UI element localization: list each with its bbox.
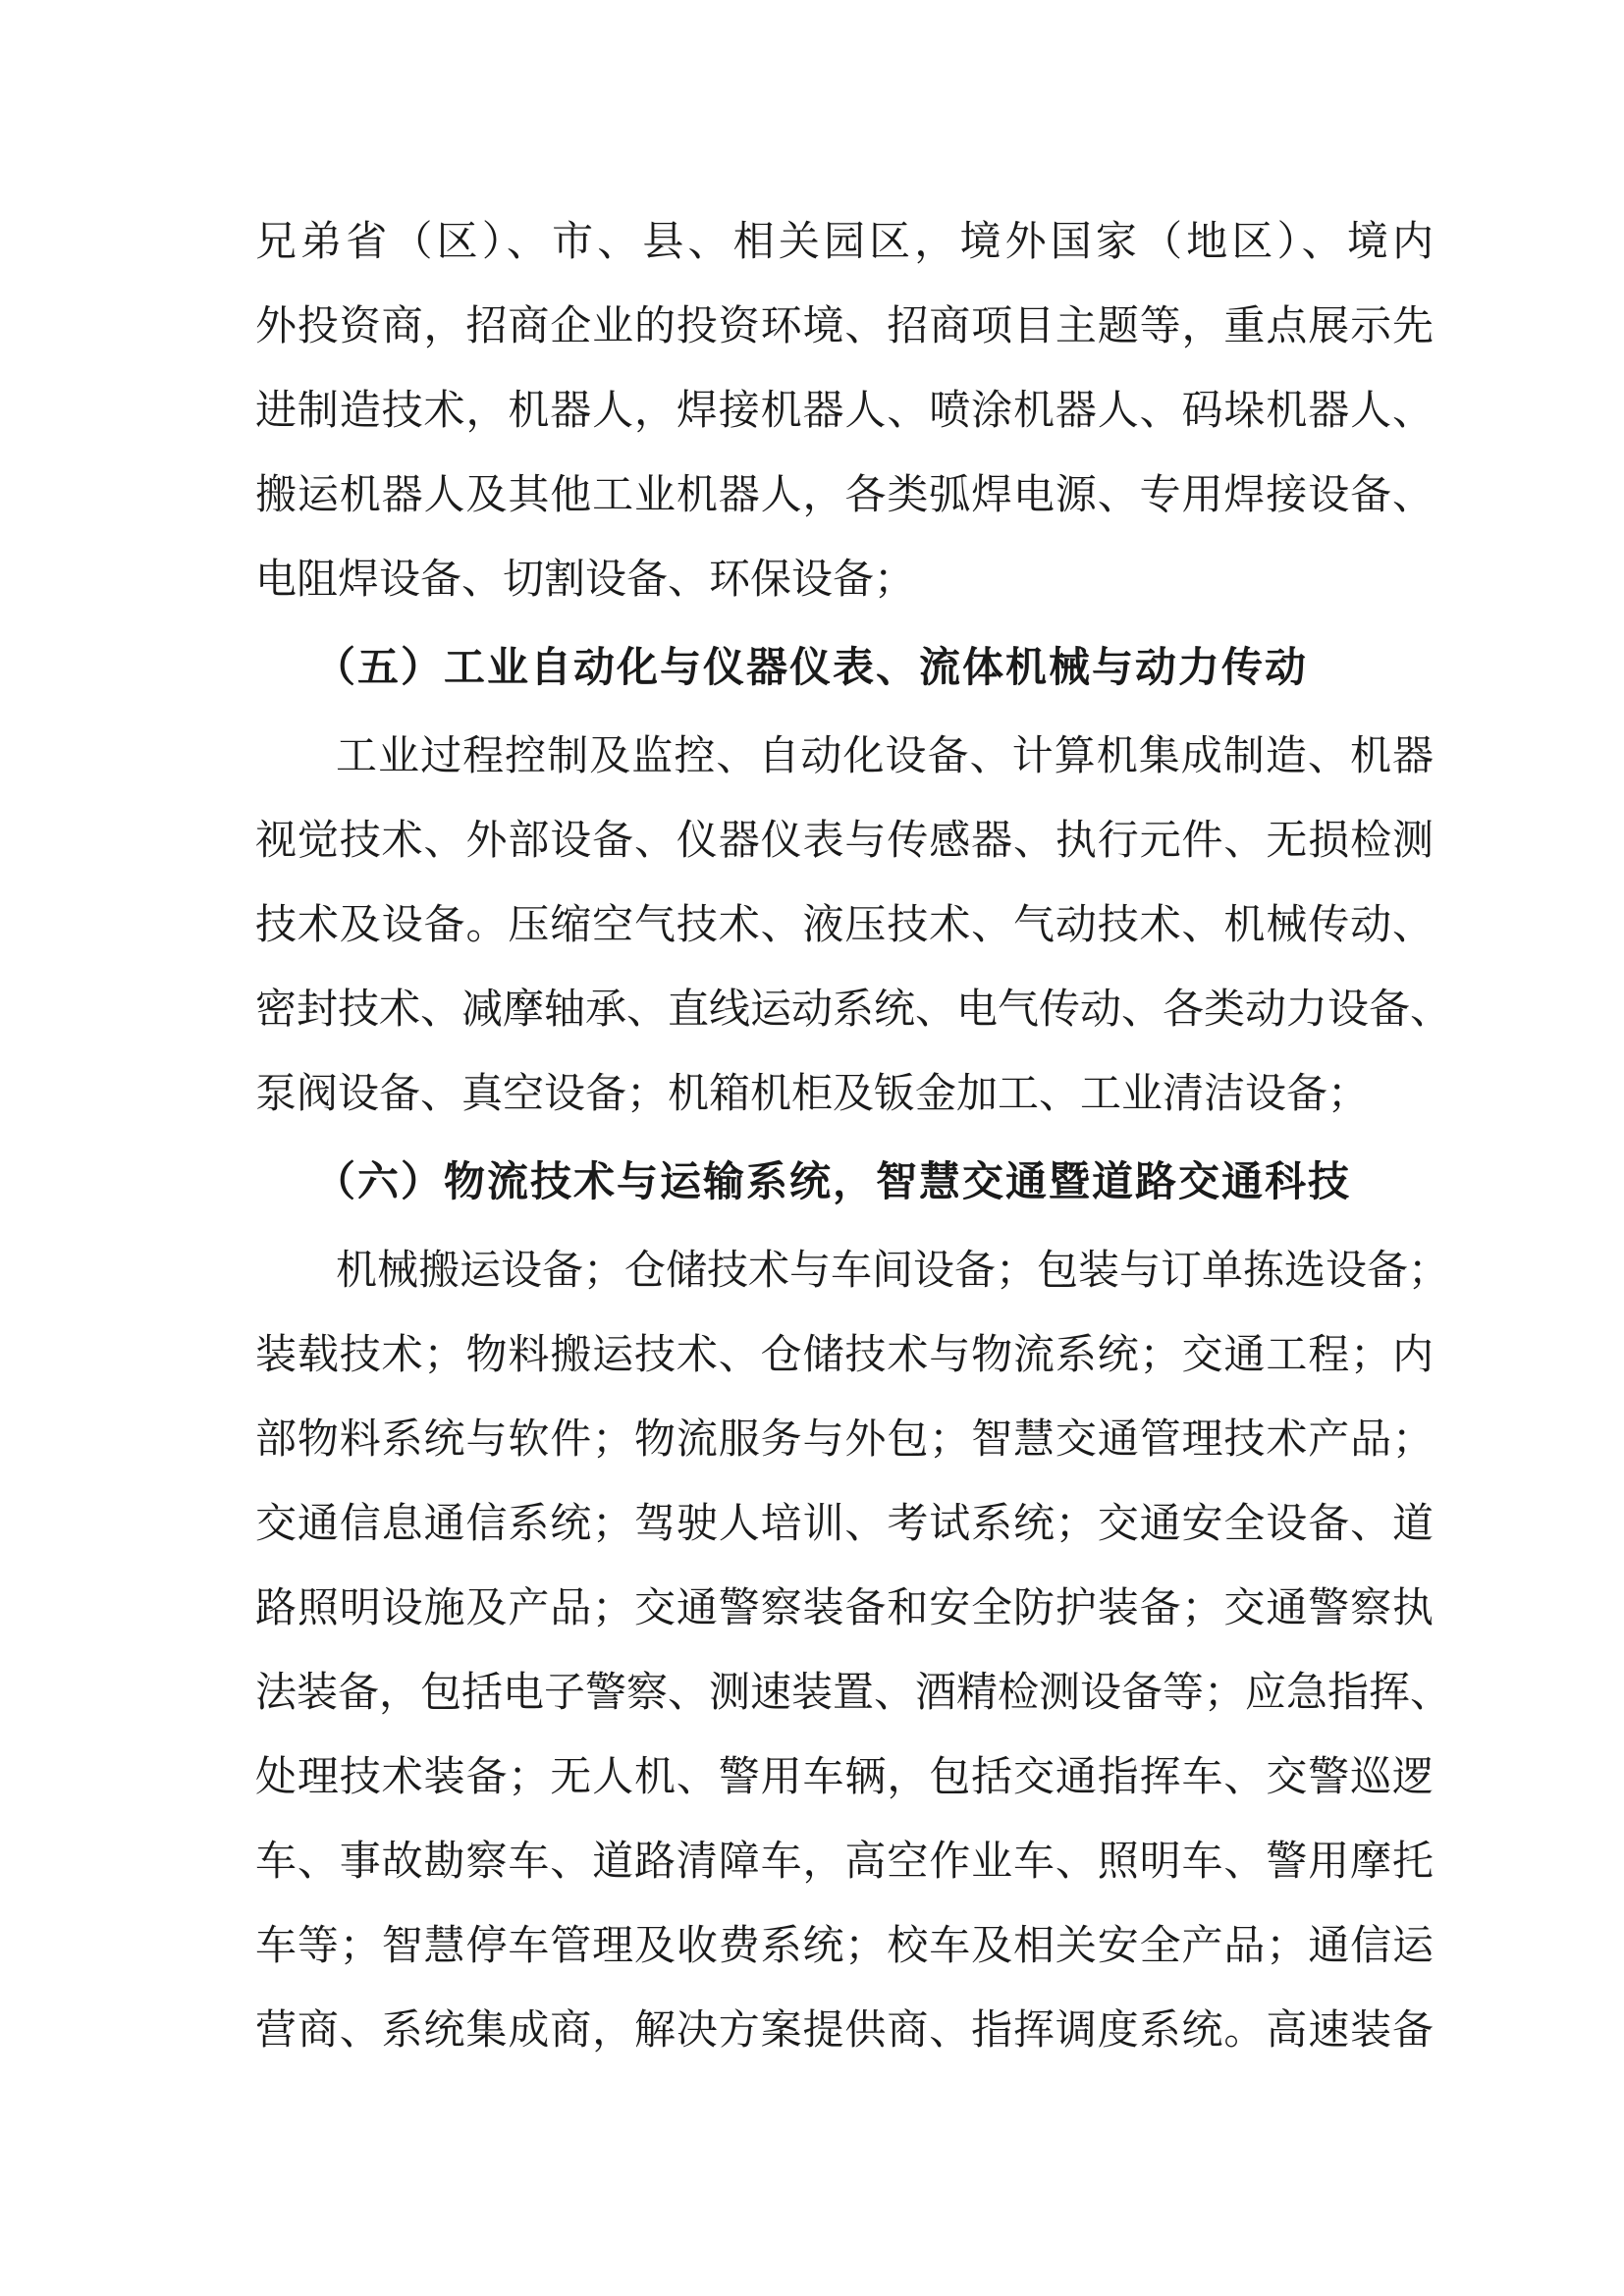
paragraph-1-line-2: 外投资商，招商企业的投资环境、招商项目主题等，重点展示先 (255, 301, 1434, 349)
paragraph-1-line-5: 电阻焊设备、切割设备、环保设备； (255, 555, 916, 603)
paragraph-3-line-7: 处理技术装备；无人机、警用车辆，包括交通指挥车、交警巡逻 (255, 1752, 1434, 1800)
paragraph-3-line-10: 营商、系统集成商，解决方案提供商、指挥调度系统。高速装备 (255, 2005, 1434, 2054)
section-heading-5: （五）工业自动化与仪器仪表、流体机械与动力传动 (314, 643, 1309, 691)
paragraph-1-line-4: 搬运机器人及其他工业机器人，各类弧焊电源、专用焊接设备、 (255, 470, 1434, 518)
paragraph-1-line-3: 进制造技术，机器人，焊接机器人、喷涂机器人、码垛机器人、 (255, 386, 1434, 434)
paragraph-3-line-5: 路照明设施及产品；交通警察装备和安全防护装备；交通警察执 (255, 1583, 1434, 1631)
paragraph-3-line-3: 部物料系统与软件；物流服务与外包；智慧交通管理技术产品； (255, 1415, 1434, 1463)
paragraph-2-line-2: 视觉技术、外部设备、仪器仪表与传感器、执行元件、无损检测 (255, 816, 1434, 864)
paragraph-3-line-4: 交通信息通信系统；驾驶人培训、考试系统；交通安全设备、道 (255, 1499, 1434, 1547)
paragraph-3-line-1: 机械搬运设备；仓储技术与车间设备；包装与订单拣选设备； (336, 1246, 1450, 1294)
paragraph-2-line-4: 密封技术、减摩轴承、直线运动系统、电气传动、各类动力设备、 (255, 985, 1452, 1033)
paragraph-2-line-1: 工业过程控制及监控、自动化设备、计算机集成制造、机器 (336, 731, 1434, 779)
paragraph-3-line-9: 车等；智慧停车管理及收费系统；校车及相关安全产品；通信运 (255, 1921, 1434, 1969)
section-heading-6: （六）物流技术与运输系统，智慧交通暨道路交通科技 (314, 1157, 1352, 1205)
paragraph-3-line-8: 车、事故勘察车、道路清障车，高空作业车、照明车、警用摩托 (255, 1837, 1434, 1885)
paragraph-1-line-1: 兄弟省（区）、市、县、相关园区，境外国家（地区）、境内 (255, 217, 1434, 265)
paragraph-2-line-3: 技术及设备。压缩空气技术、液压技术、气动技术、机械传动、 (255, 900, 1434, 948)
paragraph-3-line-6: 法装备，包括电子警察、测速装置、酒精检测设备等；应急指挥、 (255, 1668, 1452, 1716)
paragraph-3-line-2: 装载技术；物料搬运技术、仓储技术与物流系统；交通工程；内 (255, 1330, 1434, 1378)
paragraph-2-line-5: 泵阀设备、真空设备；机箱机柜及钣金加工、工业清洁设备； (255, 1069, 1370, 1117)
